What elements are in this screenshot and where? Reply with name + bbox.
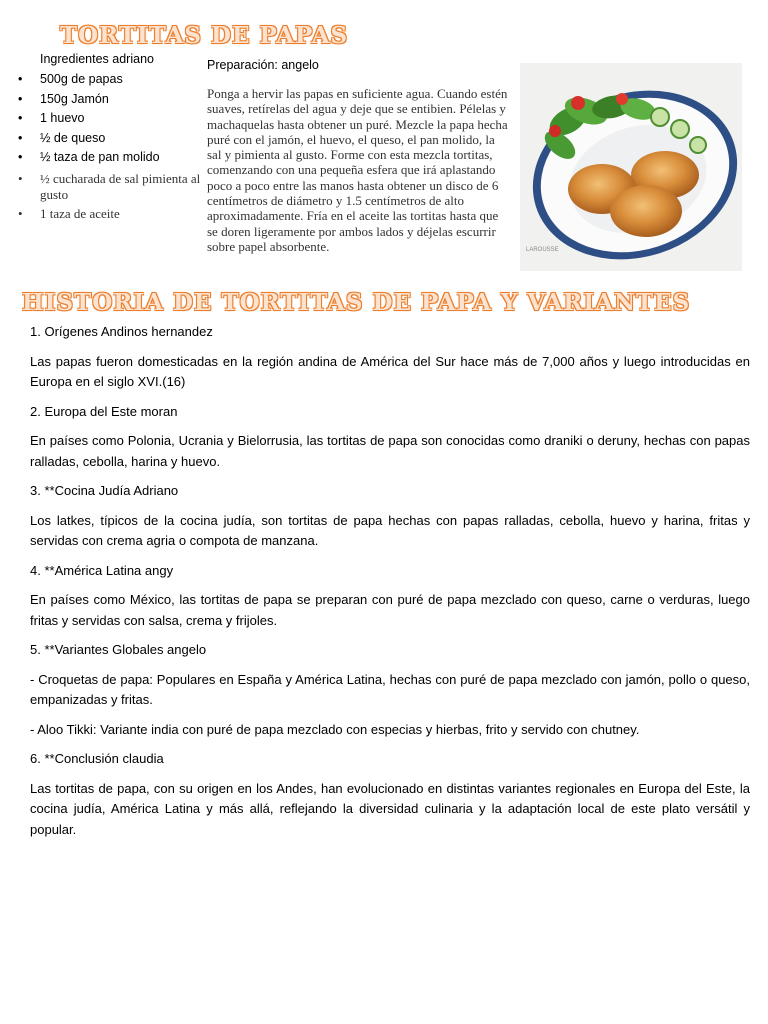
ingredients-list xyxy=(18,52,208,222)
ingredient-item: • ½ taza de pan molido xyxy=(18,148,208,168)
paragraph: Los latkes, típicos de la cocina judía, son tortitas de papa hechas con papas ralladas, cebolla, huevo y harina, fritas y servidas con crema agria o compota de manzana. xyxy=(30,512,750,548)
section-heading: 6. **Conclusión claudia xyxy=(30,751,164,766)
paragraph: Las papas fueron domesticadas en la región andina de América del Sur hace más de 7,000 años y luego introducidas en Europa en el siglo XVI.(16) xyxy=(30,353,750,389)
history-title: HISTORIA DE TORTITAS DE PAPA Y VARIANTES xyxy=(22,289,691,316)
potato-cakes-photo xyxy=(520,63,742,271)
paragraph: - Croquetas de papa: Populares en España y América Latina, hechas con puré de papa mezclado con jamón, pollo o queso, empanizadas y fritas. xyxy=(30,671,750,707)
ingredient-item: • 500g de papas xyxy=(18,70,208,90)
ingredient-item: • 150g Jamón xyxy=(18,90,208,110)
larousse-logo: LAROUSSE xyxy=(526,247,559,253)
preparation-heading: Preparación: angelo xyxy=(207,58,319,72)
paragraph: - Aloo Tikki: Variante india con puré de papa mezclado con especias y hierbas, frito y servido con chutney. xyxy=(30,721,640,737)
ingredient-item: • ½ de queso xyxy=(18,129,208,149)
ingredient-item: • ½ cucharada de sal pimienta al gusto xyxy=(18,171,208,203)
ingredient-item: • 1 huevo xyxy=(18,109,208,129)
ingredients-heading: Ingredientes adriano xyxy=(40,52,154,66)
paragraph: Las tortitas de papa, con su origen en los Andes, han evolucionado en distintas variantes regionales en Europa del Este, la cocina judía, América Latina y más allá, reflejando la diversidad culinaria y la adaptación local de este plato versátil y popular. xyxy=(30,780,750,837)
preparation-text: Ponga a hervir las papas en suficiente agua. Cuando estén suaves, retírelas del agua y deje que se entibien. Pélelas y machaquelas hasta obtener un puré. Mezcle la papa hecha puré con el jamón, el huevo, el queso, el pan molido, la sal y pimienta al gusto. Forme con esta mezcla tortitas, comenzando con una pequeña esfera que irá aplastando poco a poco entre las manos hasta obtener un disco de 6 centímetros de diámetro y 1.5 centímetros de alto aproximadamente. Fría en el aceite las tortitas hasta que se doren ligeramente por ambos lados y déjelas escurrir sobre papel absorbente. xyxy=(207,86,508,254)
section-heading: 1. Orígenes Andinos hernandez xyxy=(30,324,213,339)
history-body xyxy=(30,322,750,849)
paragraph: En países como México, las tortitas de papa se preparan con puré de papa mezclado con queso, carne o verduras, luego fritas y servidas con salsa, crema y frijoles. xyxy=(30,592,750,628)
section-heading: 3. **Cocina Judía Adriano xyxy=(30,483,179,498)
section-heading: 4. **América Latina angy xyxy=(30,562,174,578)
section-heading: 2. Europa del Este moran xyxy=(30,403,178,419)
ingredient-item: • 1 taza de aceite xyxy=(18,206,208,222)
recipe-title: TORTITAS DE PAPAS xyxy=(60,22,349,49)
paragraph: En países como Polonia, Ucrania y Bielorrusia, las tortitas de papa son conocidas como draniki o deruny, hechas con papas ralladas, cebolla, harina y huevo. xyxy=(30,433,750,469)
section-heading: 5. **Variantes Globales angelo xyxy=(30,642,207,657)
